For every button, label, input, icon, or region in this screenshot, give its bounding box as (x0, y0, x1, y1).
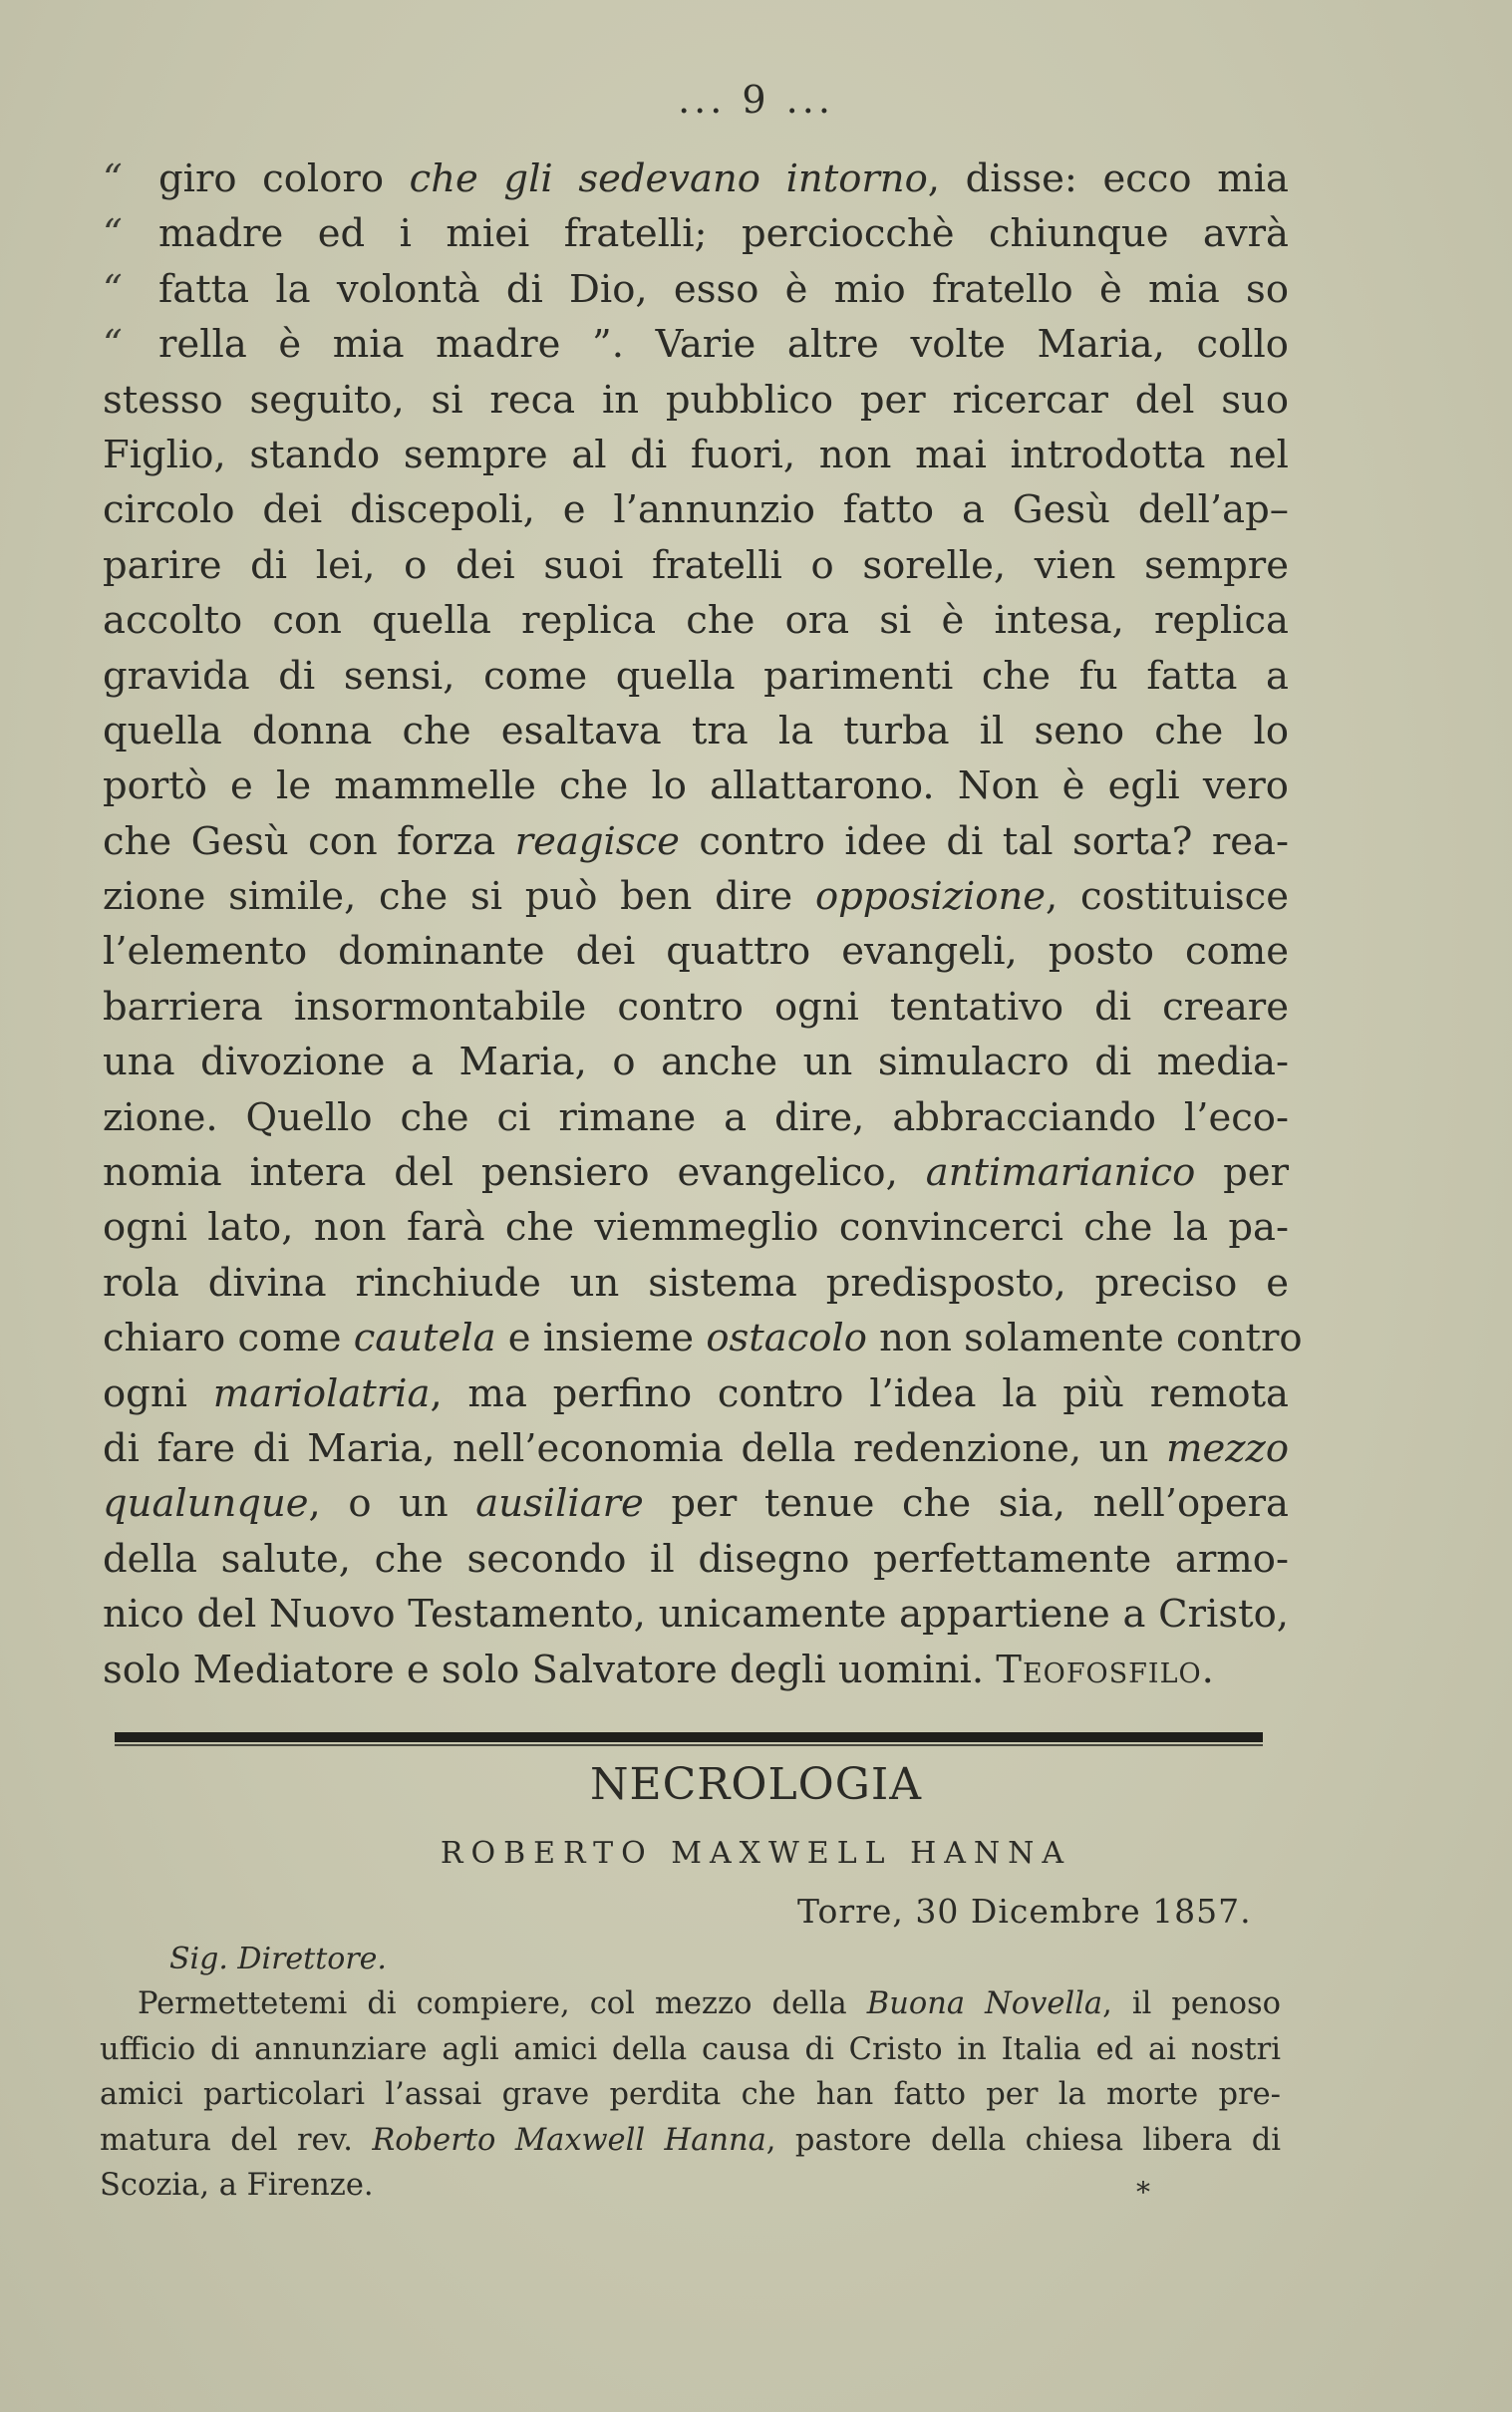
essay-line (103, 593, 1289, 648)
essay-line-text: stesso seguito, si reca in pubblico per ricercar del suo (103, 377, 1289, 423)
essay-line-text: barriera insormontabile contro ogni tentativo di creare (103, 984, 1289, 1030)
essay-line-text: rola divina rinchiude un sistema predisposto, preciso e (103, 1260, 1289, 1306)
essay-line (103, 1035, 1289, 1089)
quotation-mark: “ (103, 156, 123, 201)
essay-line-text: di fare di Maria, nell’economia della redenzione, un mezzo (103, 1425, 1289, 1471)
letter-dateline: Torre, 30 Dicembre 1857. (797, 1892, 1252, 1931)
essay-line (103, 428, 1289, 482)
essay-line (103, 1090, 1289, 1145)
essay-line-text: zione. Quello che ci rimane a dire, abbracciando l’eco- (103, 1094, 1289, 1140)
essay-line (103, 704, 1289, 758)
essay-line (103, 538, 1289, 593)
essay-line (103, 1145, 1289, 1200)
essay-line-text: ogni lato, non farà che viemmeglio convincerci che la pa- (103, 1205, 1289, 1251)
letter-line: amici particolari l’assai grave perdita che han fatto per la morte pre- (100, 2077, 1281, 2112)
essay-line-text: una divozione a Maria, o anche un simulacro di media- (103, 1040, 1289, 1085)
essay-line-text: Figlio, stando sempre al di fuori, non mai introdotta nel (103, 432, 1289, 477)
essay-line-text: quella donna che esaltava tra la turba il seno che lo (103, 708, 1289, 754)
letter-line: matura del rev. Roberto Maxwell Hanna, pastore della chiesa libera di (100, 2122, 1281, 2158)
essay-line (103, 758, 1289, 813)
essay-line-text: portò e le mammelle che lo allattarono. Non è egli vero (103, 763, 1289, 809)
page-number: ... 9 ... (678, 78, 834, 122)
obituary-subject: ROBERTO MAXWELL HANNA (440, 1836, 1072, 1871)
essay-line (103, 373, 1289, 428)
section-divider-rule (115, 1732, 1263, 1742)
essay-line-text: accolto con quella replica che ora si è intesa, replica (103, 598, 1289, 644)
essay-line (103, 151, 1289, 206)
essay-line-text: che Gesù con forza reagisce contro idee di tal sorta? rea- (103, 818, 1289, 864)
essay-line (103, 1311, 1303, 1365)
essay-line-text: qualunque, o un ausiliare per tenue che sia, nell’opera (103, 1481, 1289, 1527)
essay-line (103, 1587, 1289, 1642)
essay-line (103, 1476, 1289, 1531)
letter-line: Scozia, a Firenze. (100, 2168, 374, 2203)
essay-line (103, 206, 1289, 261)
essay-line-text: l’elemento dominante dei quattro evangeli, posto come (103, 929, 1289, 975)
essay-line-text: rella è mia madre ”. Varie altre volte Maria, collo (158, 322, 1289, 368)
essay-line-text: gravida di sensi, come quella parimenti che fu fatta a (103, 653, 1289, 699)
essay-line (103, 649, 1289, 704)
quotation-mark: “ (103, 211, 123, 257)
essay-line (103, 317, 1289, 372)
footnote-mark: * (1136, 2176, 1150, 2209)
quotation-mark: “ (103, 322, 123, 368)
letter-line: Permettetemi di compiere, col mezzo della Buona Novella, il penoso (138, 1986, 1281, 2021)
essay-line-text: nomia intera del pensiero evangelico, antimarianico per (103, 1150, 1289, 1196)
essay-line (103, 1256, 1289, 1311)
essay-line (103, 482, 1289, 537)
essay-line-text: ogni mariolatria, ma perfino contro l’idea la più remota (103, 1370, 1290, 1416)
letter-line: ufficio di annunziare agli amici della causa di Cristo in Italia ed ai nostri (100, 2031, 1281, 2067)
essay-line-text: fatta la volontà di Dio, esso è mio fratello è mia so (158, 266, 1289, 312)
essay-line (103, 1366, 1289, 1421)
essay-line (103, 980, 1289, 1035)
letter-salutation: Sig. Direttore. (169, 1942, 387, 1976)
essay-line (103, 924, 1289, 979)
essay-line-text: giro coloro che gli sedevano intorno, disse: ecco mia (158, 156, 1290, 201)
essay-text (103, 151, 1303, 1697)
section-title: NECROLOGIA (589, 1759, 923, 1810)
essay-line (103, 262, 1289, 317)
essay-line (103, 869, 1289, 924)
essay-line-text: zione simile, che si può ben dire opposizione, costituisce (103, 874, 1289, 920)
essay-line (103, 1421, 1289, 1476)
essay-line (103, 814, 1289, 869)
essay-line-text: solo Mediatore e solo Salvatore degli uomini. Teofosfilo. (103, 1647, 1215, 1692)
letter-text (100, 1981, 1281, 2209)
essay-line-text: madre ed i miei fratelli; perciocchè chiunque avrà (158, 211, 1289, 257)
essay-line (103, 1532, 1289, 1587)
essay-line (103, 1643, 1289, 1697)
essay-line-text: chiaro come cautela e insieme ostacolo non solamente contro (103, 1316, 1303, 1361)
essay-line-text: nico del Nuovo Testamento, unicamente appartiene a Cristo, (103, 1592, 1289, 1638)
essay-line-text: parire di lei, o dei suoi fratelli o sorelle, vien sempre (103, 542, 1289, 588)
quotation-mark: “ (103, 266, 123, 312)
essay-line-text: della salute, che secondo il disegno perfettamente armo- (103, 1536, 1289, 1582)
essay-line-text: circolo dei discepoli, e l’annunzio fatto a Gesù dell’ap– (103, 487, 1289, 533)
essay-line (103, 1200, 1289, 1255)
